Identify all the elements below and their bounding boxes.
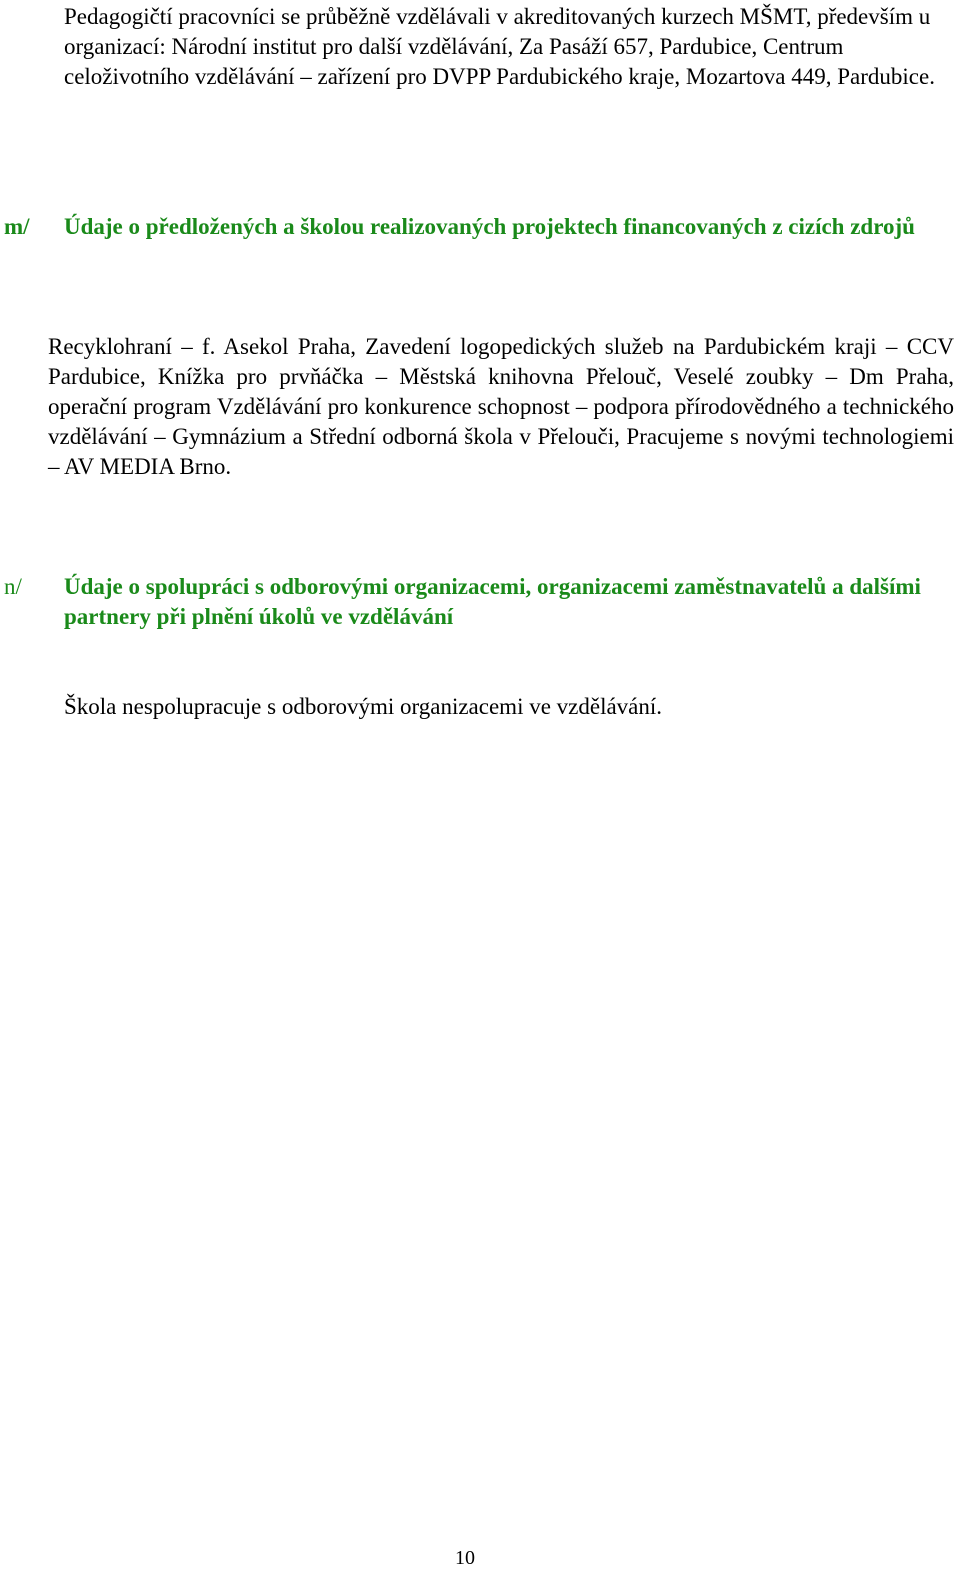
section-m-heading: Údaje o předložených a školou realizovaných projektech financovaných z cizích zdrojů [64,214,915,239]
section-m-marker: m/ [4,214,30,239]
projects-paragraph: Recyklohraní – f. Asekol Praha, Zavedení logopedických služeb na Pardubickém kraji – CCV Pardubice, Knížka pro prvňáčka – Městská knihovna Přelouč, Veselé zoubky – Dm Praha, operační program Vzdělávání pro konkurence schopnost – podpora přírodovědného a technického vzdělávání – Gymnázium a Střední odborná škola v Přelouči, Pracujeme s novými technologiemi – AV MEDIA Brno. [48,334,954,479]
section-n-heading: Údaje o spolupráci s odborovými organizacemi, organizacemi zaměstnavatelů a dalšími partnery při plnění úkolů ve vzdělávání [64,574,921,629]
cooperation-paragraph: Škola nespolupracuje s odborovými organizacemi ve vzdělávání. [64,694,663,719]
intro-paragraph: Pedagogičtí pracovníci se průběžně vzdělávali v akreditovaných kurzech MŠMT, především u organizací: Národní institut pro další vzdělávání, Za Pasáží 657, Pardubice, Centrum celoživotního vzdělávání – zařízení pro DVPP Pardubického kraje, Mozartova 449, Pardubice. [64,4,935,89]
page-number: 10 [455,1547,475,1569]
section-n-marker: n/ [4,574,22,599]
